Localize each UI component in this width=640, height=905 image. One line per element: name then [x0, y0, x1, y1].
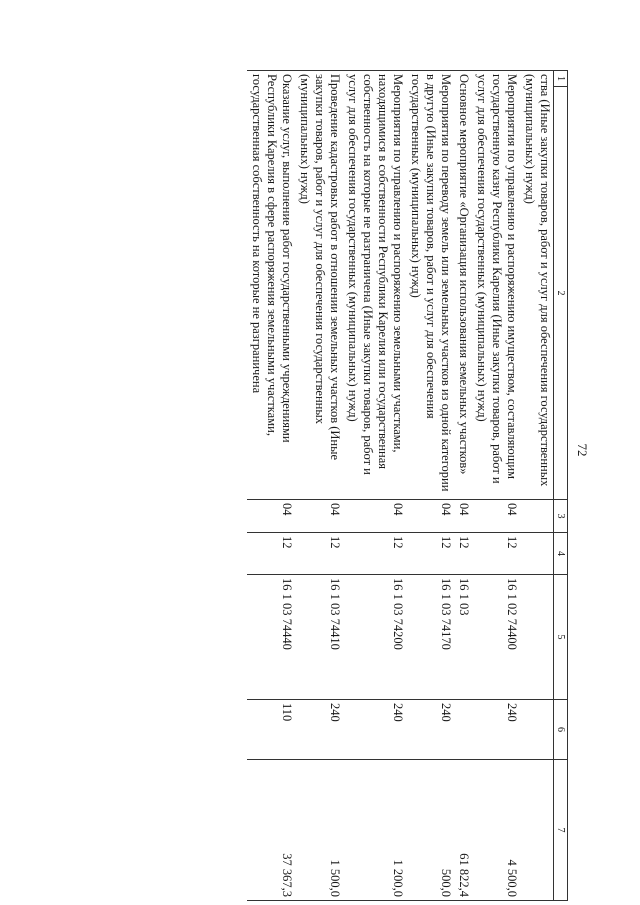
expense-name: Основное мероприятие «Организация использования земельных участков» [454, 71, 472, 500]
subsection-code [520, 533, 554, 575]
column-number: 3 [554, 500, 568, 533]
expense-name: Мероприятия по переводу земель или земельных участков из одной категории в другую (Иные закупки товаров, работ и услуг для обеспечения государственных (муниципальных) нужд) [406, 71, 454, 500]
target-article-code: 16 1 02 74400 [472, 575, 520, 700]
expense-type-code: 110 [247, 700, 295, 760]
expense-name: Оказание услуг, выполнение работ государственными учреждениями Республики Карелия в сфере распоряжения земельными участками, государственная собственность на которые не разграничена [247, 71, 295, 500]
target-article-code: 16 1 03 74410 [295, 575, 343, 700]
table-row [343, 71, 406, 901]
target-article-code [520, 575, 554, 700]
table-row [520, 71, 554, 901]
expense-name: Проведение кадастровых работ в отношении земельных участков (Иные закупки товаров, работ и услуг для обеспечения государственных (муниципальных) нужд) [295, 71, 343, 500]
section-code: 04 [472, 500, 520, 533]
target-article-code: 16 1 03 74200 [343, 575, 406, 700]
target-article-code: 16 1 03 [454, 575, 472, 700]
table-row [406, 71, 454, 901]
column-number: 1 [554, 71, 568, 87]
page-number: 72 [575, 443, 590, 457]
column-number: 5 [554, 575, 568, 700]
expense-name: ства (Иные закупки товаров, работ и услуг для обеспечения государственных (муниципальных) нужд) [520, 71, 554, 500]
section-code: 04 [247, 500, 295, 533]
section-code: 04 [406, 500, 454, 533]
expense-name: Мероприятия по управлению и распоряжению имуществом, составляющим государственную казну Республики Карелия (Иные закупки товаров, работ и услуг для обеспечения государственных (муниципальных) нужд) [472, 71, 520, 500]
target-article-code: 16 1 03 74170 [406, 575, 454, 700]
column-number: 4 [554, 533, 568, 575]
amount: 1 500,0 [295, 760, 343, 901]
rotated-page-content [58, 70, 568, 900]
table-row [247, 71, 295, 901]
column-number-row [554, 71, 568, 901]
section-code: 04 [343, 500, 406, 533]
column-number: 7 [554, 760, 568, 901]
expense-type-code [520, 700, 554, 760]
subsection-code: 12 [247, 533, 295, 575]
expense-type-code: 240 [295, 700, 343, 760]
table-row [472, 71, 520, 901]
expense-name: Мероприятия по управлению и распоряжению земельными участками, находящимися в собственности Республики Карелия или государственная собственность на которые не разграничена (Иные закупки товаров, работ и услуг для обеспечения государственных (муниципальных) нужд) [343, 71, 406, 500]
target-article-code: 16 1 03 74440 [247, 575, 295, 700]
section-code: 04 [454, 500, 472, 533]
table-row [454, 71, 472, 901]
table-row [295, 71, 343, 901]
amount [520, 760, 554, 901]
expense-type-code [454, 700, 472, 760]
column-number: 6 [554, 700, 568, 760]
expense-type-code: 240 [406, 700, 454, 760]
amount: 1 200,0 [343, 760, 406, 901]
expense-type-code: 240 [343, 700, 406, 760]
subsection-code: 12 [472, 533, 520, 575]
section-code [520, 500, 554, 533]
amount: 500,0 [406, 760, 454, 901]
subsection-code: 12 [406, 533, 454, 575]
expense-type-code: 240 [472, 700, 520, 760]
budget-table [247, 70, 568, 901]
column-number: 2 [554, 87, 568, 500]
subsection-code: 12 [295, 533, 343, 575]
amount: 37 367,3 [247, 760, 295, 901]
subsection-code: 12 [343, 533, 406, 575]
amount: 61 822,4 [454, 760, 472, 901]
section-code: 04 [295, 500, 343, 533]
subsection-code: 12 [454, 533, 472, 575]
amount: 4 500,0 [472, 760, 520, 901]
